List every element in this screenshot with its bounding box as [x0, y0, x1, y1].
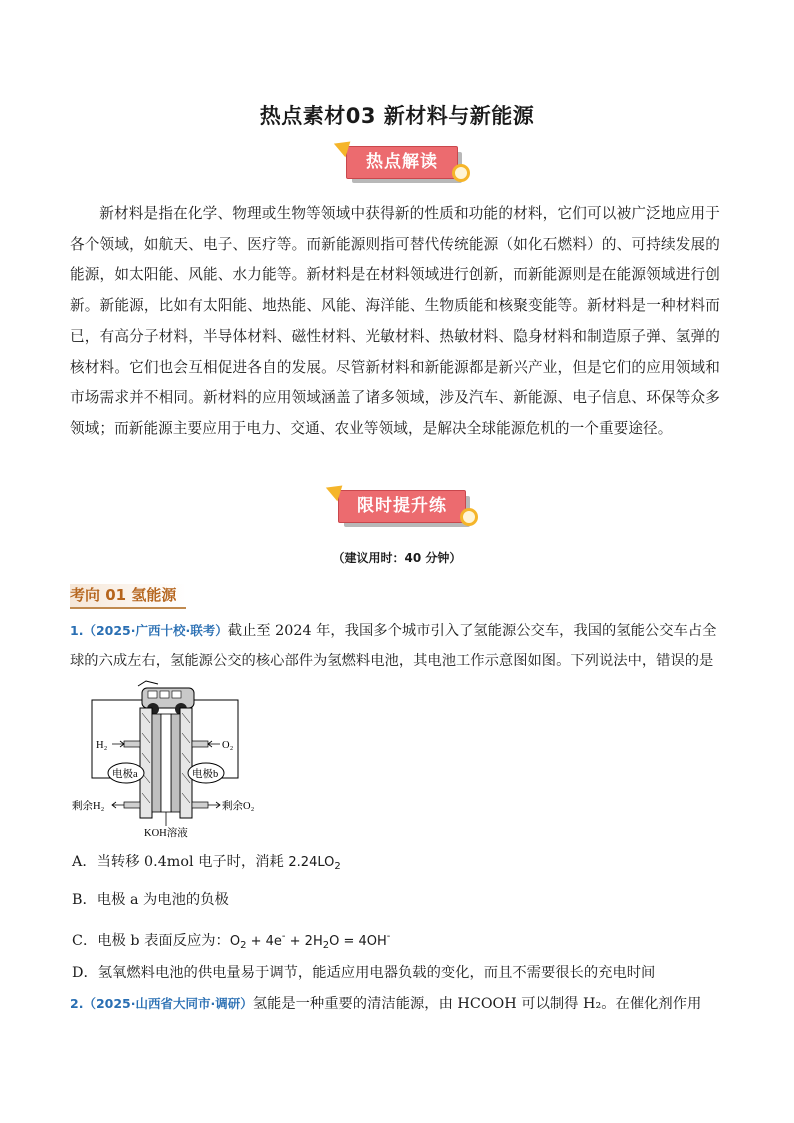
- ring-icon: [460, 508, 478, 526]
- ring-icon: [452, 164, 470, 182]
- h2-in-label: H₂: [96, 740, 108, 751]
- question-2: [70, 989, 722, 1019]
- section-heading: 考向 01 氢能源: [70, 584, 186, 609]
- eq-sup: -: [386, 931, 391, 942]
- o2-inlet-pipe: [192, 741, 208, 747]
- option-c-equation: [229, 931, 391, 951]
- hot-topic-banner: [344, 144, 466, 186]
- banner-label: 限时提升练: [338, 490, 466, 523]
- eq-part: + 4e: [246, 934, 282, 949]
- electrolyte-label: KOH溶液: [144, 828, 188, 839]
- banner-label: 热点解读: [346, 146, 458, 179]
- option-a-formula: [288, 855, 340, 870]
- formula-sub: 2: [334, 861, 341, 872]
- eq-sub: 2: [322, 940, 330, 951]
- electrode-a-label: 电极a: [112, 769, 138, 780]
- option-c-text: C．电极 b 表面反应为：: [72, 933, 230, 949]
- electrode-b-label: 电极b: [192, 769, 219, 780]
- question-source-tag: 1.（2025·广西十校·联考）: [70, 623, 228, 638]
- formula-main: 2.24LO: [288, 855, 335, 870]
- eq-sub: 2: [240, 940, 247, 951]
- h2-out-label: 剩余H₂: [72, 801, 105, 812]
- question-1: [70, 616, 722, 676]
- o2-out-arrow: [208, 802, 220, 808]
- o2-outlet-pipe: [192, 802, 208, 808]
- option-d: D．氢氧燃料电池的供电量易于调节，能适应用电器负载的变化，而且不需要很长的充电时间: [72, 965, 656, 981]
- option-c: [72, 926, 722, 957]
- page-title: 热点素材03 新材料与新能源: [259, 104, 535, 128]
- eq-part: O: [229, 934, 241, 949]
- option-a-text: A．当转移 0.4mol 电子时，消耗: [72, 854, 289, 870]
- fuel-cell-diagram: [72, 678, 260, 839]
- practice-banner: [336, 488, 458, 530]
- eq-sup: -: [281, 931, 286, 942]
- eq-part: + 2H: [285, 934, 323, 949]
- o2-out-label: 剩余O₂: [222, 801, 255, 812]
- eq-part: O = 4OH: [329, 934, 387, 949]
- h2-outlet-pipe: [124, 802, 140, 808]
- time-suggestion: （建议用时：40 分钟）: [332, 551, 462, 565]
- option-b: B．电极 a 为电池的负极: [72, 892, 229, 908]
- o2-in-arrow: [208, 741, 220, 747]
- o2-in-label: O₂: [222, 740, 234, 751]
- intro-paragraph: 新材料是指在化学、物理或生物等领域中获得新的性质和功能的材料，它们可以被广泛地应用于各个领域，如航天、电子、医疗等。而新能源则指可替代传统能源（如化石燃料）的、可持续发展的能源，如太阳能、风能、水力能等。新材料是在材料领域进行创新，而新能源则是在能源领域进行创新。新能源，比如有太阳能、地热能、风能、海洋能、生物质能和核聚变能等。新材料是一种材料而已，有高分子材料，半导体材料、磁性材料、光敏材料、热敏材料、隐身材料和制造原子弹、氢弹的核材料。它们也会互相促进各自的发展。尽管新材料和新能源都是新兴产业，但是它们的应用领域和市场需求并不相同。新材料的应用领域涵盖了诸多领域，涉及汽车、新能源、电子信息、环保等众多领域；而新能源主要应用于电力、交通、农业等领域，是解决全球能源危机的一个重要途径。: [70, 205, 720, 437]
- question-text: 截止至 2024 年，我国多个城市引入了氢能源公交车，我国的氢能公交车占全球的六成左右，氢能源公交的核心部件为氢燃料电池，其电池工作示意图如图。下列说法中，错误的是: [70, 623, 717, 669]
- h2-in-arrow: [112, 741, 124, 747]
- cell-stack: [140, 708, 192, 818]
- option-a: [72, 851, 722, 878]
- question-source-tag: 2.（2025·山西省大同市·调研）: [70, 996, 253, 1011]
- h2-out-arrow: [112, 802, 124, 808]
- question-text: 氢能是一种重要的清洁能源，由 HCOOH 可以制得 H₂。在催化剂作用: [252, 996, 702, 1012]
- h2-inlet-pipe: [124, 741, 140, 747]
